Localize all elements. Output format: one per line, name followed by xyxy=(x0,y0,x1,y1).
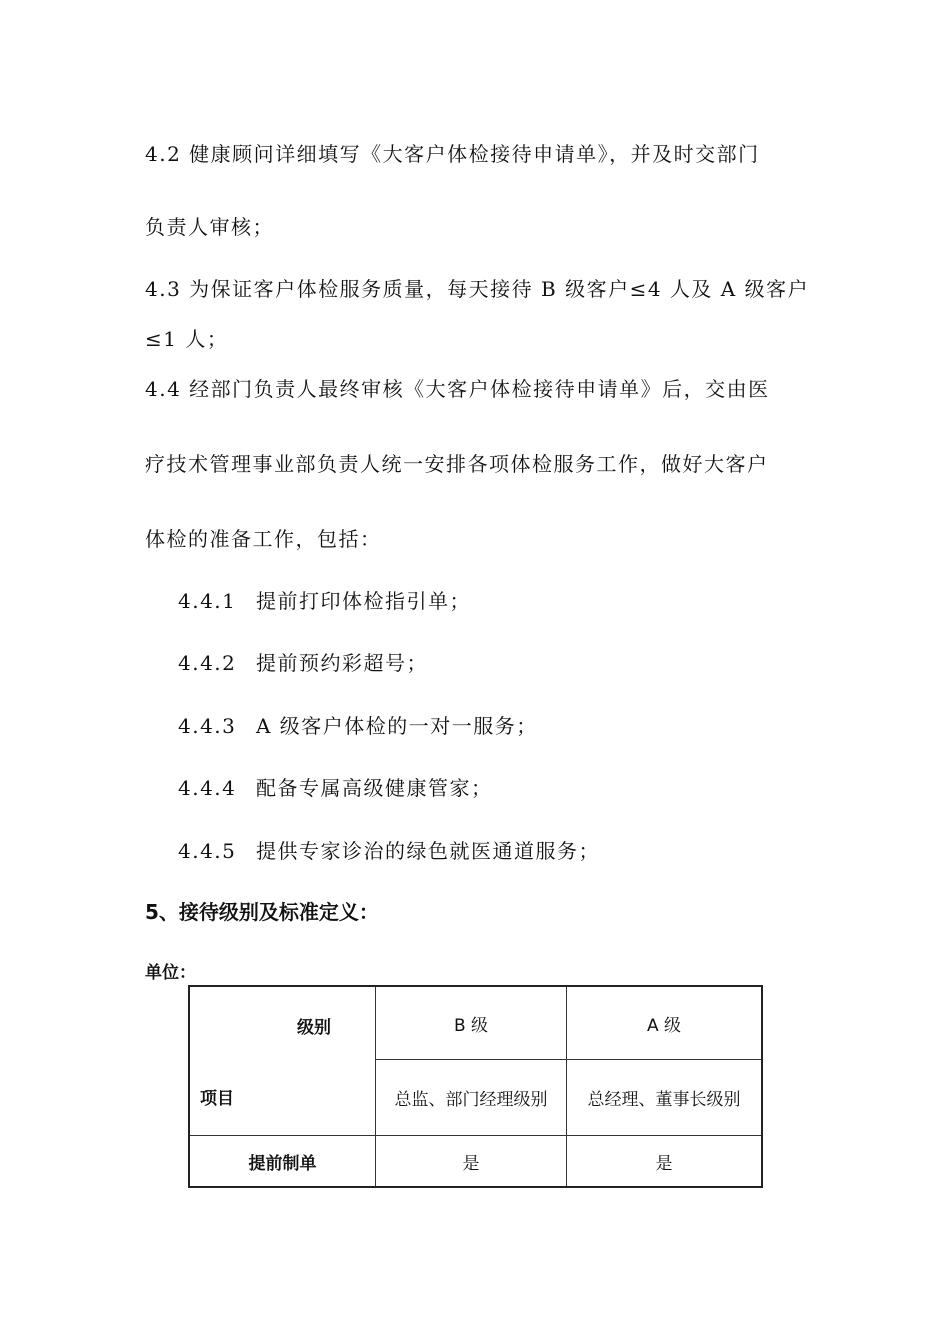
col-b-description: 总监、部门经理级别 xyxy=(376,1060,567,1136)
list-item-text: 配备专属高级健康管家； xyxy=(256,776,493,800)
unit-label: 单位： xyxy=(145,963,196,983)
list-item-number: 4.4.3 xyxy=(178,714,237,738)
row-label: 提前制单 xyxy=(189,1136,376,1188)
corner-header-level: 级别 xyxy=(297,1018,331,1038)
list-item-number: 4.4.2 xyxy=(178,651,237,675)
list-item xyxy=(178,651,428,675)
list-item xyxy=(178,589,471,613)
list-item-text: 提前打印体检指引单； xyxy=(256,589,471,613)
list-item xyxy=(178,839,600,863)
list-item xyxy=(178,776,493,800)
table-row xyxy=(189,1136,762,1188)
cell-a-value: 是 xyxy=(567,1136,763,1188)
corner-header-cell xyxy=(189,986,376,1136)
col-a-header: A 级 xyxy=(567,986,763,1060)
corner-header-item: 项目 xyxy=(200,1089,234,1109)
cell-b-value: 是 xyxy=(376,1136,567,1188)
reception-level-table xyxy=(188,985,763,1188)
section-5-heading: 5、接待级别及标准定义： xyxy=(145,900,379,924)
list-item xyxy=(178,714,538,738)
col-b-header: B 级 xyxy=(376,986,567,1060)
col-a-description: 总经理、董事长级别 xyxy=(567,1060,763,1136)
list-item-text: 提供专家诊治的绿色就医通道服务； xyxy=(256,839,600,863)
para-4-2-line-2: 负责人审核； xyxy=(145,215,274,239)
table-row xyxy=(189,986,762,1060)
list-item-text: 提前预约彩超号； xyxy=(256,651,428,675)
list-item-number: 4.4.4 xyxy=(178,776,237,800)
list-item-text: A 级客户体检的一对一服务； xyxy=(256,714,538,738)
para-4-3-line-1: 4.3 为保证客户体检服务质量，每天接待 B 级客户≤4 人及 A 级客户 xyxy=(145,277,810,301)
list-item-number: 4.4.1 xyxy=(178,589,237,613)
para-4-4-line-3: 体检的准备工作，包括： xyxy=(145,527,382,551)
para-4-4-line-1: 4.4 经部门负责人最终审核《大客户体检接待申请单》后，交由医 xyxy=(145,377,770,401)
para-4-3-line-2: ≤1 人； xyxy=(145,327,229,351)
para-4-4-line-2: 疗技术管理事业部负责人统一安排各项体检服务工作，做好大客户 xyxy=(145,452,769,476)
para-4-2-line-1: 4.2 健康顾问详细填写《大客户体检接待申请单》，并及时交部门 xyxy=(145,142,760,166)
list-item-number: 4.4.5 xyxy=(178,839,237,863)
